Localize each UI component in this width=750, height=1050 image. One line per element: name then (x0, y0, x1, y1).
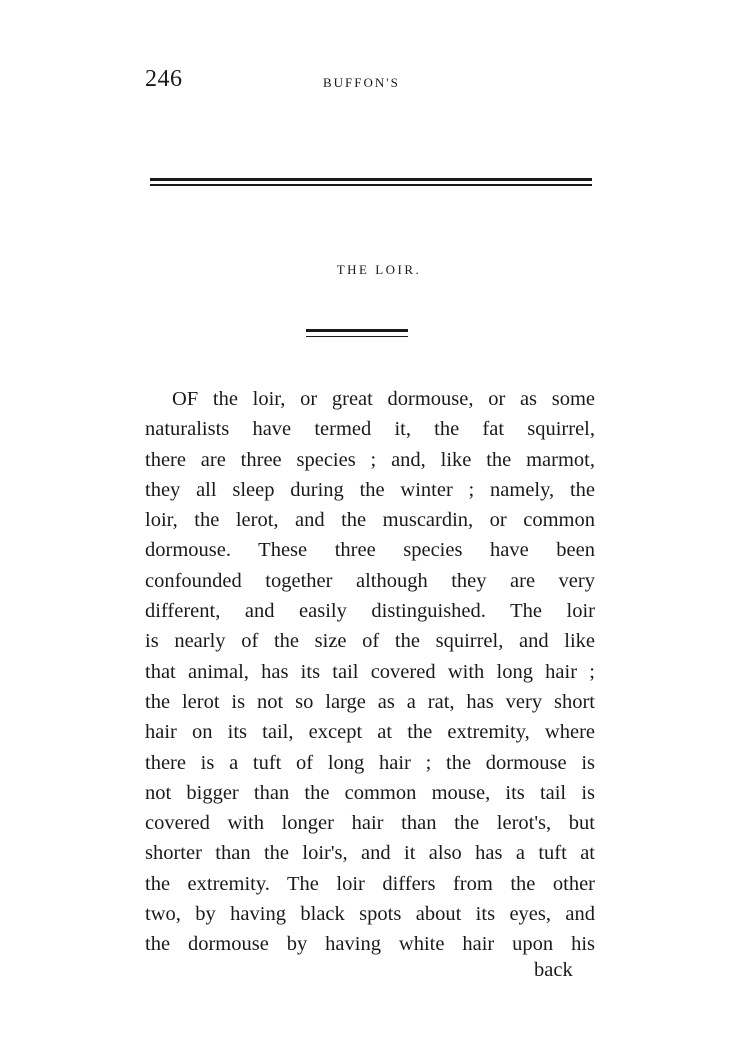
header-rule-thin (150, 184, 592, 186)
text-line: shorter than the loir's, and it also has a tuft at (145, 842, 595, 865)
text-line: dormouse. These three species have been (145, 539, 595, 562)
text-line: the lerot is not so large as a rat, has very short (145, 690, 595, 713)
text-line: they all sleep during the winter ; namely, the (145, 478, 595, 501)
text-line: not bigger than the common mouse, its tail is (145, 781, 595, 804)
title-rule-thick (306, 329, 408, 332)
text-line: two, by having black spots about its eyes, and (145, 903, 595, 926)
title-rule-thin (306, 336, 408, 337)
page-number: 246 (145, 66, 183, 92)
text-line: OF the loir, or great dormouse, or as some (172, 388, 595, 410)
body-paragraph (145, 384, 595, 960)
header-rule-thick (150, 178, 592, 181)
text-line: loir, the lerot, and the muscardin, or common (145, 509, 595, 532)
text-line: that animal, has its tail covered with long hair ; (145, 660, 595, 683)
text-line: naturalists have termed it, the fat squirrel, (145, 418, 595, 441)
text-line: the extremity. The loir differs from the other (145, 872, 595, 895)
catchword: back (534, 959, 573, 981)
running-head: BUFFON'S (323, 75, 400, 90)
text-line: the dormouse by having white hair upon his (145, 933, 595, 956)
text-line: there is a tuft of long hair ; the dormouse is (145, 751, 595, 774)
text-line: confounded together although they are very (145, 569, 595, 592)
text-line: different, and easily distinguished. The loir (145, 600, 595, 623)
text-line: is nearly of the size of the squirrel, and like (145, 630, 595, 653)
text-line: covered with longer hair than the lerot's, but (145, 812, 595, 835)
chapter-title: THE LOIR. (336, 262, 422, 277)
text-line: there are three species ; and, like the marmot, (145, 448, 595, 471)
text-line: hair on its tail, except at the extremity, where (145, 721, 595, 744)
